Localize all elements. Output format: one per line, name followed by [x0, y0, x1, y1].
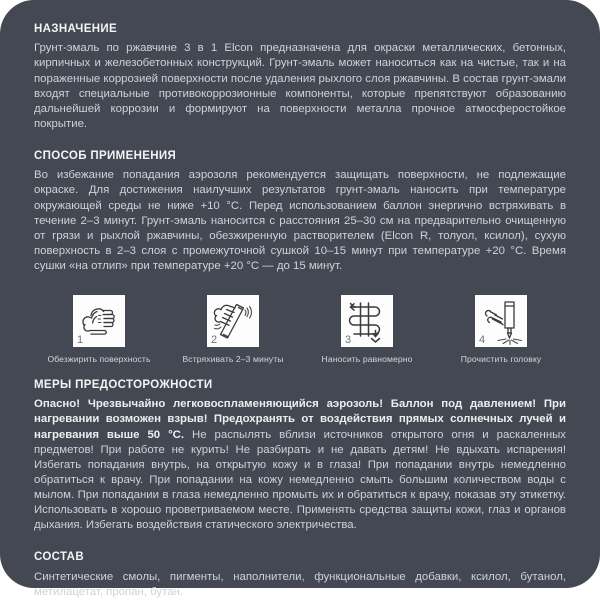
step-number: 3 — [345, 333, 352, 346]
section-composition — [34, 550, 566, 600]
degrease-hand-cloth-icon — [73, 295, 125, 347]
step-item — [40, 295, 158, 364]
section-usage-title: СПОСОБ ПРИМЕНЕНИЯ — [34, 149, 177, 162]
section-purpose — [34, 22, 566, 132]
section-composition-body: Синтетические смолы, пигменты, наполнители, функциональные добавки, ксилол, бутанол, метилацетат, пропан, бутан. — [34, 570, 566, 598]
step-caption: Наносить равномерно — [321, 353, 413, 364]
section-safety-body-rest: Не распылять вблизи источников открытого огня и раскаленных предметов! При работе не курить! Не разбирать и не давать детям! Не вдыхать испарения! Избегать попадания внутрь, на открытую кожу и в глаза! При попадании внутрь немедленно обратиться к врачу. При попадании на кожу немедленно смыть большим количеством воды с мылом. При попадании в глаза немедленно промыть их и обратиться к врачу, показав эту этикетку. Использовать в хорошо проветриваемом месте. Применять средства защиты кожи, глаз и органов дыхания. Избегать воздействия статического электричества. — [34, 428, 566, 532]
section-usage — [34, 149, 566, 274]
section-composition-title: СОСТАВ — [34, 551, 84, 564]
spray-pattern-icon — [341, 295, 393, 347]
section-safety — [34, 378, 566, 533]
clean-nozzle-icon — [475, 295, 527, 347]
step-number: 2 — [211, 333, 218, 346]
step-number: 4 — [479, 333, 486, 346]
section-safety-body — [34, 397, 566, 533]
step-item — [442, 295, 560, 364]
section-usage-body: Во избежание попадания аэрозоля рекомендуется защищать поверхности, не подлежащие окраске. Для достижения наилучших результатов грунт-эмаль наносить при температуре окружающей среды не ниже +10 °С. Перед использованием баллон энергично встряхивать в течение 2–3 минут. Грунт-эмаль наносится с расстояния 25–30 см на предварительно очищенную от грязи и рыхлой ржавчины, обезжиренную растворителем (Elcon R, толуол, ксилол), сухую поверхность в 2–3 слоя с промежуточной сушкой 10–15 минут при температуре +20 °С. Время сушки «на отлип» при температуре +20 °С — до 15 минут. — [34, 169, 566, 272]
section-purpose-body: Грунт-эмаль по ржавчине 3 в 1 Elcon предназначена для окраски металлических, бетонных, кирпичных и железобетонных конструкций. Грунт-эмаль может наноситься как на чистые, так и на пораженные коррозией поверхности после удаления рыхлого слоя ржавчины. В состав грунт-эмали входят специальные противокоррозионные компоненты, которые препятствуют образованию дальнейшей коррозии и формируют на поверхности металла прочное атмосферостойкое покрытие. — [34, 42, 566, 130]
step-caption: Прочистить головку — [460, 353, 542, 364]
section-safety-title: МЕРЫ ПРЕДОСТОРОЖНОСТИ — [34, 378, 213, 391]
step-number: 1 — [77, 333, 84, 346]
section-safety-warning-bold: Опасно! Чрезвычайно легковоспламеняющийся аэрозоль! Баллон под давлением! При нагревании возможен взрыв! Предохранять от воздействия прямых солнечных лучей и нагревания выше 50 °С. — [34, 398, 566, 441]
step-item — [174, 295, 292, 364]
application-steps — [34, 295, 566, 364]
shake-can-icon — [207, 295, 259, 347]
section-purpose-title: НАЗНАЧЕНИЕ — [34, 23, 118, 35]
step-caption: Обезжирить поверхность — [47, 353, 151, 364]
step-item — [308, 295, 426, 364]
step-caption: Встряхивать 2–3 минуты — [182, 353, 284, 364]
